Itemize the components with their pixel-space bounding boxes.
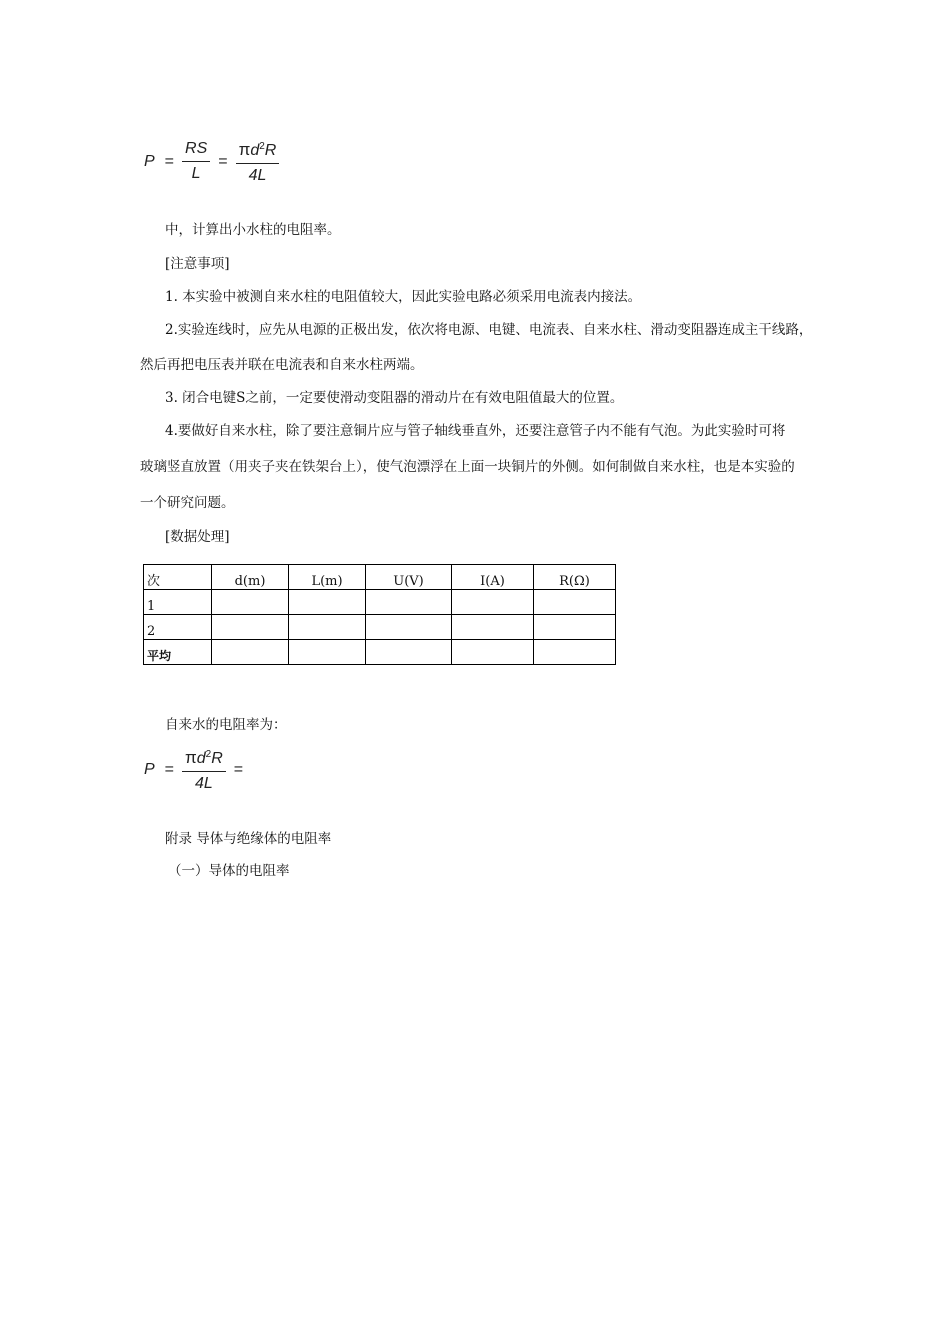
table-header-cell: L(m) <box>289 565 366 590</box>
fraction-denominator: L <box>191 165 201 182</box>
fraction-pi-d2r-over-4l <box>236 138 280 185</box>
note-4b: 玻璃竖直放置（用夹子夹在铁架台上），使气泡漂浮在上面一块铜片的外侧。如何制做自来水柱，也是本实验的 <box>140 459 795 475</box>
appendix-title: 附录 导体与绝缘体的电阻率 <box>165 831 332 847</box>
appendix-subtitle: （一）导体的电阻率 <box>168 863 290 879</box>
table-cell <box>452 590 534 615</box>
table-cell: 平均 <box>144 640 212 665</box>
note-4c: 一个研究问题。 <box>140 495 235 511</box>
formula-lhs: P <box>144 760 155 778</box>
fraction-pi-d2r-over-4l <box>182 746 226 793</box>
exponent: 2 <box>205 749 212 760</box>
equals-sign: = <box>164 152 175 170</box>
note-2a: 2.实验连线时，应先从电源的正极出发，依次将电源、电键、电流表、自来水柱、滑动变阻器连成主干线路， <box>165 322 813 338</box>
table-header-cell: R(Ω) <box>534 565 616 590</box>
fraction-denominator: 4L <box>195 775 213 792</box>
table-cell <box>366 615 452 640</box>
table-cell <box>534 640 616 665</box>
fraction-denominator: 4L <box>248 167 267 184</box>
equals-sign: = <box>164 760 175 778</box>
fraction-numerator <box>236 138 280 164</box>
table-header-cell: 次 <box>144 565 212 590</box>
table-cell <box>534 615 616 640</box>
var-d: d <box>196 750 206 767</box>
table-cell <box>366 590 452 615</box>
table-cell <box>289 615 366 640</box>
table-cell: 1 <box>144 590 212 615</box>
table-row <box>144 590 616 615</box>
table-header-cell: I(A) <box>452 565 534 590</box>
table-cell <box>452 615 534 640</box>
table-cell <box>212 590 289 615</box>
note-1: 1. 本实验中被测自来水柱的电阻值较大，因此实验电路必须采用电流表内接法。 <box>165 289 642 305</box>
table-cell: 2 <box>144 615 212 640</box>
fraction-numerator <box>182 746 226 772</box>
table-row-average <box>144 640 616 665</box>
table-cell <box>366 640 452 665</box>
result-label: 自来水的电阻率为： <box>165 717 287 733</box>
table-cell <box>452 640 534 665</box>
fraction-numerator: RS <box>182 140 210 162</box>
table-cell <box>289 590 366 615</box>
fraction-rs-over-l <box>182 140 210 183</box>
table-header-row <box>144 565 616 590</box>
table-cell <box>534 590 616 615</box>
exponent: 2 <box>259 141 265 152</box>
text-line-1: 中，计算出小水柱的电阻率。 <box>165 222 341 238</box>
equals-sign-tail: = <box>233 760 244 778</box>
equals-sign: = <box>218 152 228 170</box>
note-4a: 4.要做好自来水柱，除了要注意铜片应与管子轴线垂直外，还要注意管子内不能有气泡。为此实验时可将 <box>165 423 786 439</box>
pi-symbol: π <box>238 140 251 159</box>
table-cell <box>212 615 289 640</box>
resistivity-formula-1 <box>140 138 281 185</box>
note-2b: 然后再把电压表并联在电流表和自来水柱两端。 <box>140 357 424 373</box>
var-r: R <box>211 750 223 767</box>
var-r: R <box>264 142 277 159</box>
table-row <box>144 615 616 640</box>
notes-heading: [注意事项] <box>165 256 230 272</box>
data-table <box>143 564 616 665</box>
resistivity-formula-2 <box>140 746 249 793</box>
var-d: d <box>250 142 260 159</box>
pi-symbol: π <box>185 748 197 767</box>
table-header-cell: d(m) <box>212 565 289 590</box>
formula-lhs: P <box>144 152 155 170</box>
table-header-cell: U(V) <box>366 565 452 590</box>
note-3: 3. 闭合电键S之前，一定要使滑动变阻器的滑动片在有效电阻值最大的位置。 <box>165 390 624 406</box>
table-cell <box>212 640 289 665</box>
data-heading: [数据处理] <box>165 529 230 545</box>
table-cell <box>289 640 366 665</box>
